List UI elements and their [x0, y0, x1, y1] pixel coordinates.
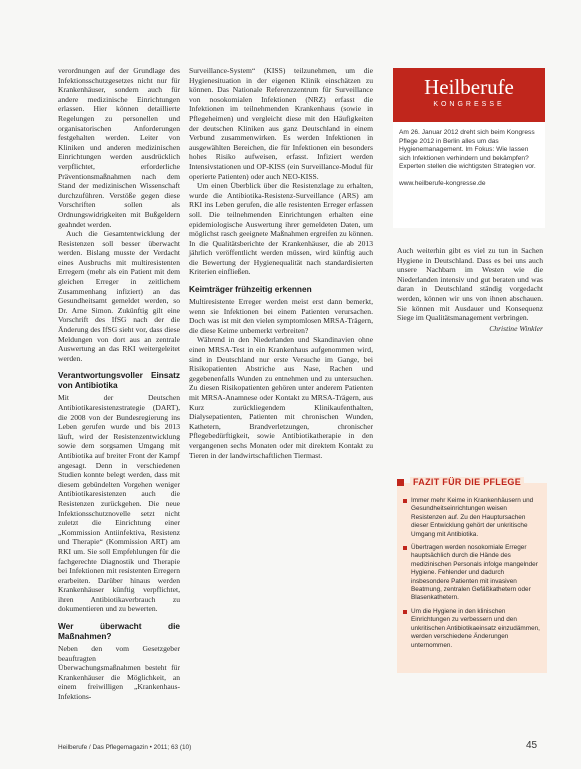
summary-list	[397, 483, 547, 650]
paragraph: Multiresistente Erreger werden meist erst dann bemerkt, wenn sie Infektionen bei einem Patienten verursachen. Doch was ist mit den vielen symptomlosen MRSA-Trägern, die diese Keime unbemerkt verbreiten?	[189, 297, 373, 335]
paragraph: Während in den Niederlanden und Skandinavien ohne einen MRSA-Test in ein Krankenhaus aufgenommen wird, sind in Deutschland nur erste Versuche im Gange, bei Risikopatienten Abstriche aus Nase, Rachen und gegebenenfalls Wunden zu entnehmen und zu untersuchen. Zu diesen Risikopatienten gehören unter anderem Patienten mit MRSA-Anamnese oder Kontakt zu MRSA-Trägern, aus Kurz zurückliegendem Klinikaufenthalten, Dialysepatienten, Patienten mit chronischen Wunden, Kathetern, Brandverletzungen, chronischer Pflegebedürftigkeit, sowie Antibiotikatherapie in den vergangenen sechs Monaten oder mit direktem Kontakt zu Tieren in der landwirtschaftlichen Tiermast.	[189, 335, 373, 460]
page-number: 45	[526, 740, 538, 751]
text-column-2	[189, 66, 373, 460]
list-item: Immer mehr Keime in Krankenhäusern und Gesundheitseinrichtungen weisen Resistenzen auf. Zu den Hauptursachen dieser Entwicklung gehört der unkritische Umgang mit Antibiotika.	[403, 497, 541, 539]
ad-text: Am 26. Januar 2012 dreht sich beim Kongress Pflege 2012 in Berlin alles um das Hygienemanagement. Im Fokus: Wie lassen sich Infektionen verhindern und bekämpfen? Experten stellen die wichtigsten Strategien vor.	[399, 129, 536, 171]
paragraph: Surveillance-System“ (KISS) teilzunehmen, um die Hygienesituation in der eigenen Klinik einschätzen zu können. Das Nationale Referenzzentrum für Surveillance von nosokomialen Infektionen (NRZ) erfasst die Infektionen im teilnehmenden Krankenhaus (sowie in Pflegeheimen) und vergleicht diese mit den Häufigkeiten der deutschen Kliniken aus ganz Deutschland in einem Verbund zusammenwirken. Es werden Infektionen in ausgewählten Bereichen, die für Infektionen ein besonders hohes Risiko aufweisen, erfasst. Infiziert werden Intensivstationen und OP-KISS (ein Surveillance-Modul für operierte Patienten) oder auch NEO-KISS.	[189, 66, 373, 181]
paragraph: Neben den vom Gesetzgeber beauftragten Überwachungsmaßnahmen besteht für Krankenhäuser die Möglichkeit, an einem freiwilligen „Krankenhaus-Infektions-	[58, 644, 180, 702]
ad-brand-logo: Heilberufe	[424, 75, 514, 99]
section-heading: Verantwortungsvoller Einsatz von Antibiotika	[58, 370, 180, 391]
text-column-3	[397, 246, 543, 333]
paragraph: Um einen Überblick über die Resistenzlage zu erhalten, wurde die Antibiotika-Resistenz-Surveillance (ARS) am RKI ins Leben gerufen, die alle resistenten Erreger erfassen soll. Die teilnehmenden Einrichtungen erhalten eine epidemiologische Auswertung ihrer gemeldeten Daten, um möglichst rasch geeignete Maßnahmen ergreifen zu können. In die Qualitätsberichte der Krankenhäuser, die ab 2013 jährlich veröffentlicht werden müssen, wird künftig auch die Bewertung der Hygienequalität nach standardisierten Kriterien einfließen.	[189, 181, 373, 277]
summary-box	[397, 477, 547, 673]
footer-citation: Heilberufe / Das Pflegemagazin • 2011; 63 (10)	[58, 744, 192, 751]
section-heading: Wer überwacht die Maßnahmen?	[58, 621, 180, 642]
section-heading: Keimträger frühzeitig erkennen	[189, 284, 312, 295]
list-item: Übertragen werden nosokomiale Erreger hauptsächlich durch die Hände des medizinischen Personals infolge mangelnder Hygiene. Fehlender und dadurch insbesondere Patienten mit invasiven Beatmung, zentralen Gefäßkathetern oder Blasenkathetern.	[403, 544, 541, 603]
paragraph: verordnungen auf der Grundlage des Infektionsschutzgesetzes nicht nur für Krankenhäuser, sondern auch für andere medizinische Einrichtungen erlassen. Hier können detaillierte Regelungen zu personellen und organisatorischen Anforderungen festgehalten werden. Leiter von Kliniken und anderen medizinischen Einrichtungen werden ausdrücklich verpflichtet, erforderliche Präventionsmaßnahmen nach dem Stand der medizinischen Wissenschaft durchzuführen. Verstöße gegen diese Vorschriften sollen als Ordnungswidrigkeiten mit Bußgeldern geahndet werden.	[58, 66, 180, 229]
paragraph: Auch weiterhin gibt es viel zu tun in Sachen Hygiene in Deutschland. Dass es bei uns auch unsere Nachbarn im Westen wie die Niederlanden intensiv und gut beraten und was daran in Deutschland ständig vorgedacht werden, können wir uns von ihnen abschauen. Sie können mit Ausdauer und Konsequenz Siege im Qualitätsmanagement verbringen.	[397, 246, 543, 323]
congress-advertisement[interactable]	[393, 68, 545, 228]
author-name: Christine Winkler	[489, 323, 543, 333]
paragraph: Auch die Gesamtentwicklung der Resistenzen soll besser überwacht werden. Bislang musste der Verdacht eines Ausbruchs mit multiresistenten Erregern (mehr als ein Patient mit dem gleichen Erreger in zeitlichem Zusammenhang infiziert) an das Gesundheitsamt gemeldet werden, so Dr. Arne Simon. Zukünftig gilt eine Vorschrift des IfSG nach der die Änderung des IfSG sieht vor, dass diese Meldungen von dort aus an zentrale Auswertung an das RKI weitergeleitet werden.	[58, 229, 180, 363]
summary-header	[397, 477, 524, 487]
ad-subtitle: KONGRESSE	[433, 101, 505, 108]
summary-title: FAZIT FÜR DIE PFLEGE	[410, 477, 524, 487]
list-item: Um die Hygiene in den klinischen Einrichtungen zu verbessern und den unkritischen Antibiotikaeinsatz einzudämmen, werden verschiedene Änderungen unternommen.	[403, 608, 541, 650]
paragraph: Mit der Deutschen Antibiotikaresistenzstrategie (DART), die 2008 von der Bundesregierung ins Leben gerufen wurde und bis 2013 läuft, wird der Resistenzentwicklung sowie dem sorgsamen Umgang mit Antibiotika auf breiter Front der Kampf angesagt. Denn in verschiedenen Studien konnte belegt werden, dass mit diesem gebündelten Vorgehen weniger Antibiotikaresistenzen auch die Resistenzen zurückgehen. Die neue Infektionsschutznovelle setzt nicht zuletzt die Einrichtung einer „Kommission Antiinfektiva, Resistenz und Therapie“ (Kommission ART) am RKI um. Sie soll Empfehlungen für die fachgerechte Diagnostik und Therapie bei Infektionen mit resistenten Erregern erarbeiten. Darüber hinaus werden Krankenhäuser künftig verpflichtet, ihren Antibiotikaverbrauch zu dokumentieren und zu bewerten.	[58, 393, 180, 614]
ad-banner	[393, 68, 545, 122]
ad-link[interactable]: www.heilberufe-kongresse.de	[399, 179, 486, 187]
square-bullet-icon	[397, 479, 404, 486]
text-column-1	[58, 66, 180, 702]
